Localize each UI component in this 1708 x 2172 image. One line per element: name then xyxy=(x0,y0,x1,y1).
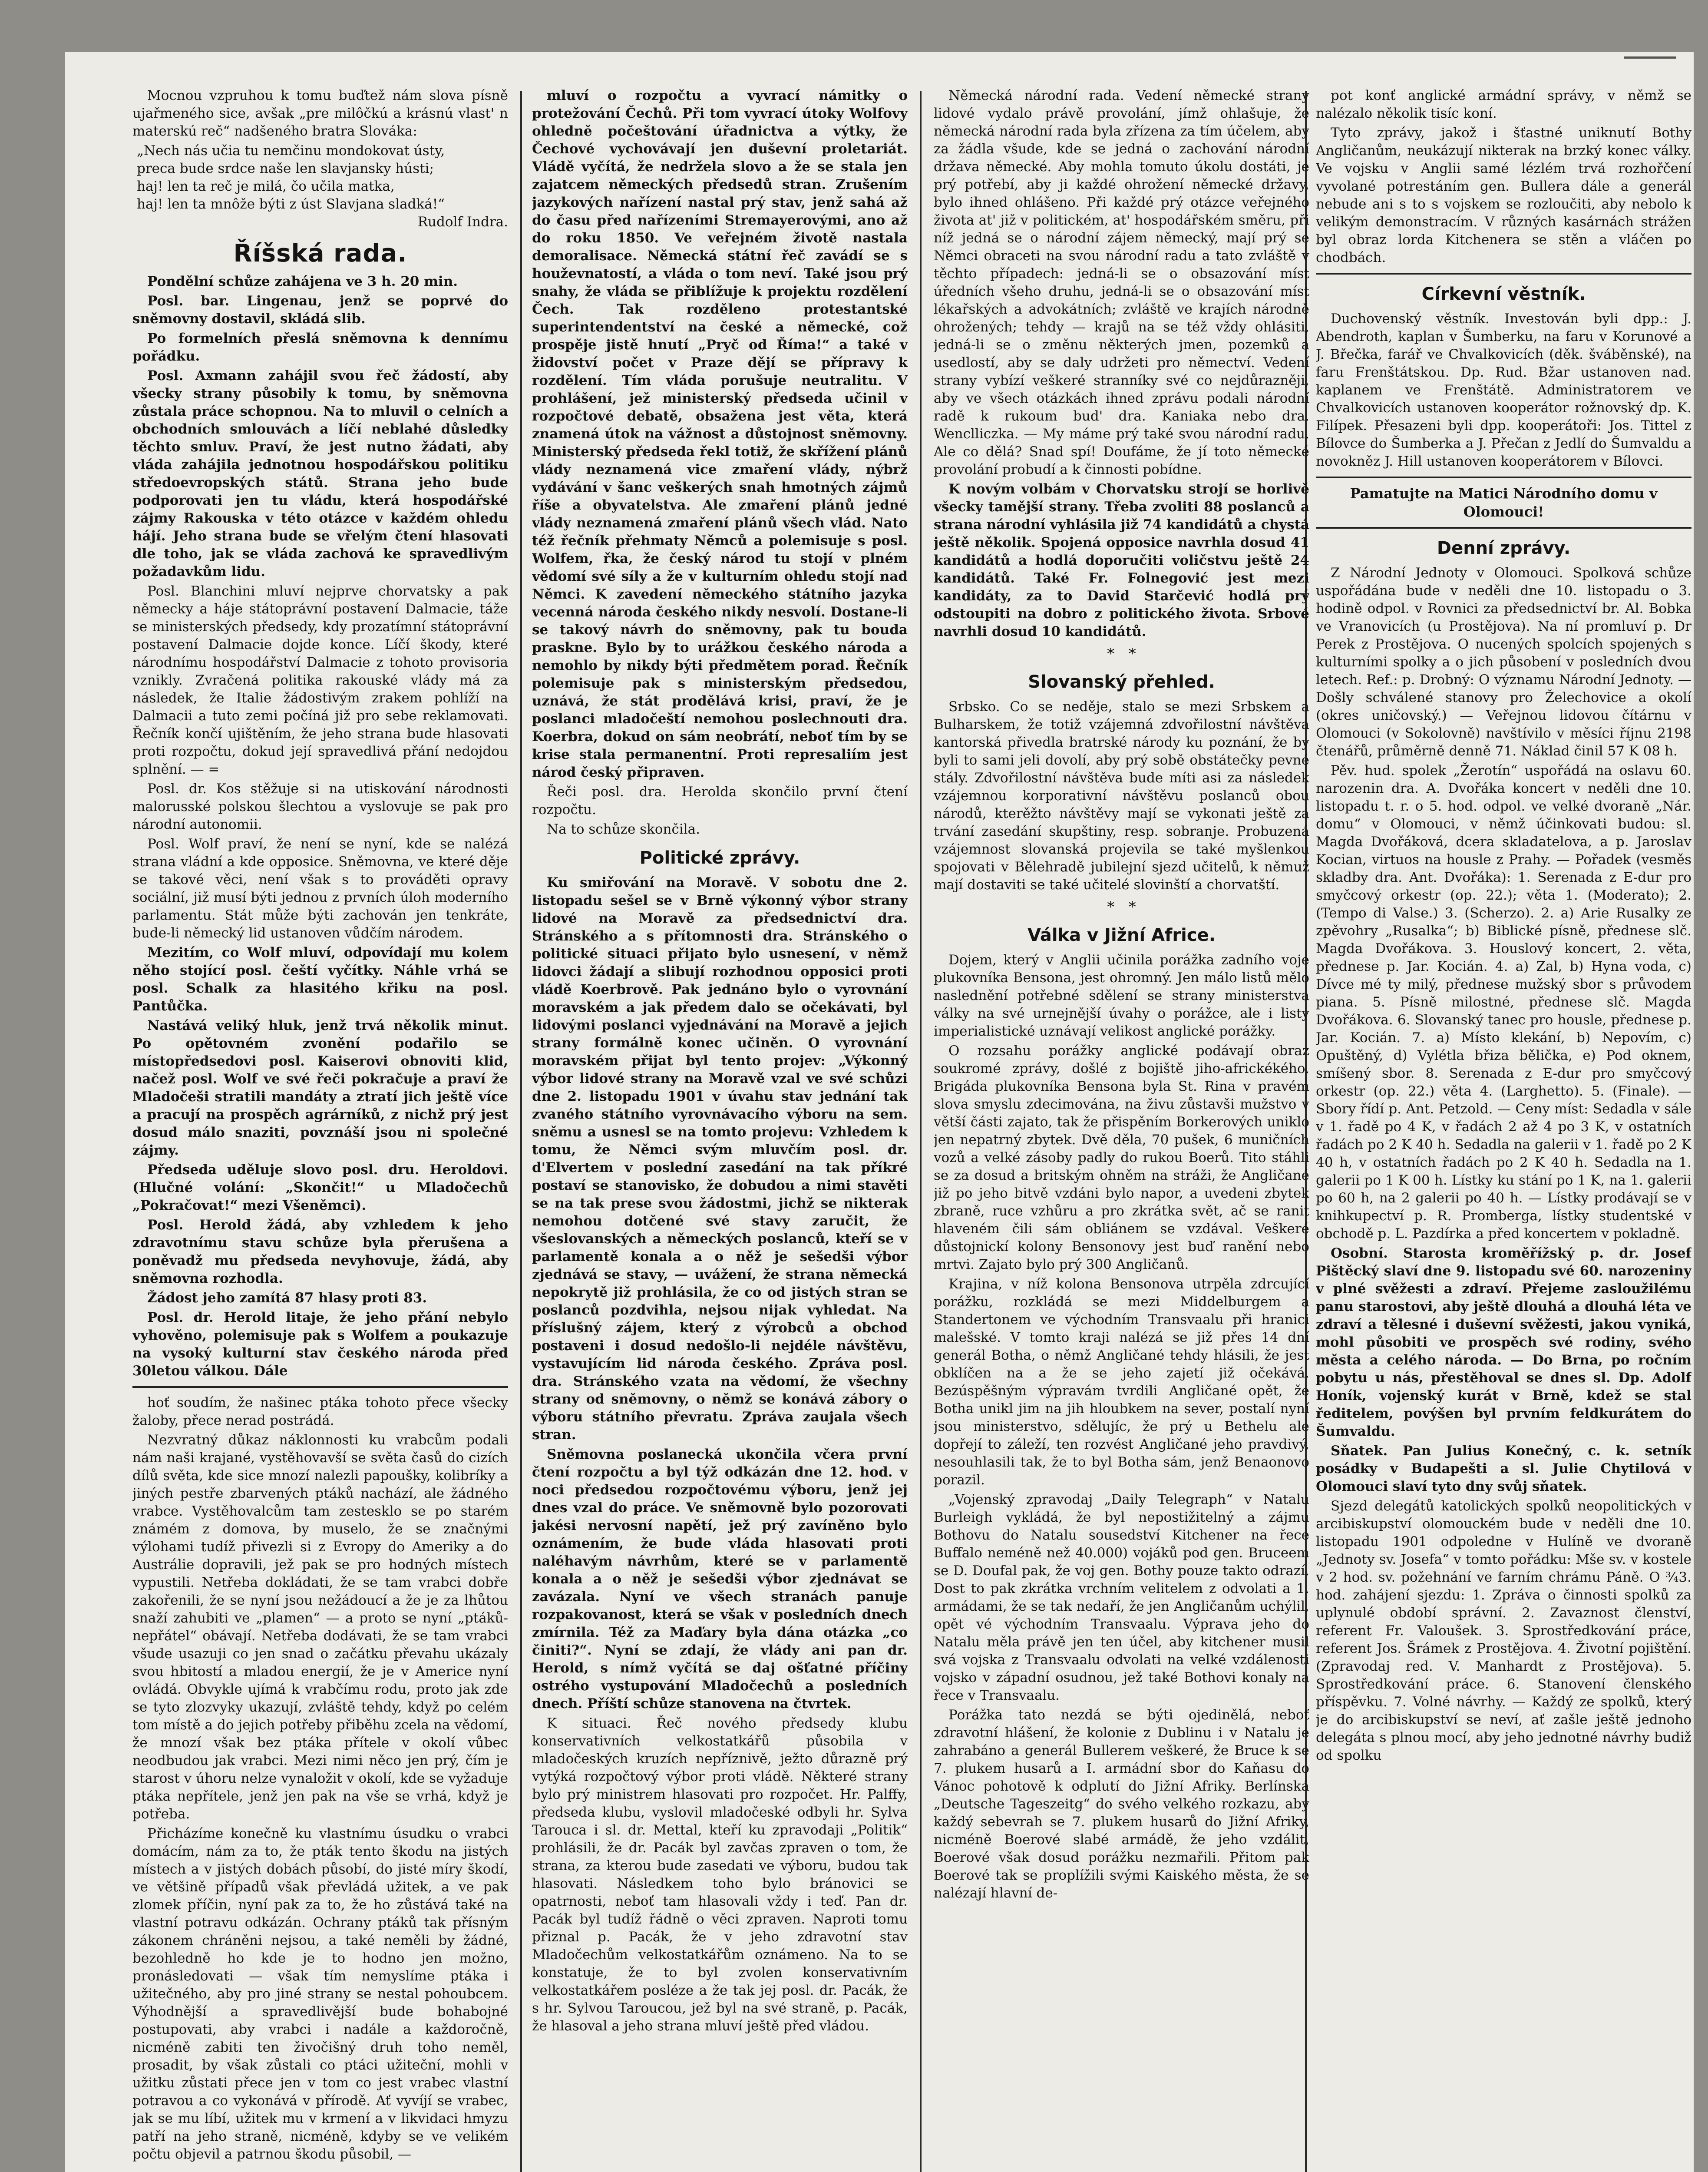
nemecka-paragraph: Německá národní rada. Vedení německé strany lidové vydalo právě provolání, jímž ohlašuje, že německá národní rada byla zřízena za tím účelem, aby za žádla všude, kde se jedná o zachování národní država německé. Aby mohla tomuto úkolu dostáti, je prý potřebí, aby ji každé ohrožení německé državy, bylo ihned ohlášeno. Při každé prý otázce veřejného života at' již v politickém, at' hospodářském směru, při níž jedná se o národní zájem německý, mají prý se Němci obraceti na svou národní radu a tato zvláště v těchto případech: jedná-li se o obsazování míst úředních všeho druhu, jedná-li se o obsazování míst lékařských a advokátních; zvláště ve krajích národně ohrožených; tehdy — krajů na se též vždy ohlásiti, jedná-li se o změnu některých jmen, pozemků a usedlostí, aby se daly udržeti pro němectví. Vedení strany vybízí veškeré stranníky své co nejdůrazněji, aby ve všech otázkách ihned zprávu podali národní radě k rukoum bud' dra. Kaniaka nebo dra. Wenclliczka. — My máme prý také svou národní radu. Ale co dělá? Snad spí! Doufáme, že jí toto německé provolání probudí a k činnosti pobídne. xyxy=(934,88,1309,477)
poem-line: haj! len ta mnôže býti z úst Slavjana sladká!“ xyxy=(137,196,445,212)
denni-heading: Denní zprávy. xyxy=(1437,538,1571,558)
cirkevni-paragraph: Duchovenský věstník. Investován byli dpp.: J. Abendroth, kaplan v Šumberku, na faru v Korunové a J. Břečka, farář ve Chvalkovicích (děk. šváběnské), na faru Frenštátskou. Dp. Rud. Bžar ustanoven nad. kaplanem ve Frenštátě. Administratorem ve Chvalkovicích ustanoven kooperátor rožnovský dp. K. Filípek. Přesazeni byli dpp. kooperátoři: Jos. Tittel z Bílovce do Šumberka a J. Přečan z Jedlí do Šumvaldu a novokněz J. Hill ustanoven kooperátorem v Bílovci. xyxy=(1316,311,1691,469)
poem-intro: Mocnou vzpruhou k tomu buďtež nám slova písně ujařmeného sice, avšak „pre milôčkú a krásnú vlast' n materskú reč“ nadšeného bratra Slováka: xyxy=(132,88,508,139)
valka-heading: Válka v Jižní Africe. xyxy=(1027,925,1216,945)
rissa-continuation: Na to schůze skončila. xyxy=(547,821,700,837)
valka-paragraph: O rozsahu porážky anglické podávají obraz soukromé zprávy, došlé z bojiště jiho-africkékého. Brigáda plukovníka Bensona byla St. Rina v pravém slova smyslu zdecimována, na živu zůstavši mužstvo v větší části zajato, tak že přispěním Borkerových uniklo jen nepatrný zbytek. Dvě děla, 70 pušek, 6 muničních vozů a velké zásoby padly do rukou Boerů. Tito stáhli se za dosud a britským ohněm na stráži, že Angličané již po jeho bitvě vzdáni bylo napor, a uvedeni zbytek zbraně, ruce vzhůru a pro zkrátka svět, ač se ranit hlaveném čili sám obliánem se vzdával. Veškeré důstojnickí kolony Bensonovy jest buď ranění nebo mrtvi. Zajato bylo prý 300 Angličanů. xyxy=(934,1043,1309,1272)
denni-paragraph: Osobní. Starosta kroměřížský p. dr. Josef Pištěcký slaví dne 9. listopadu své 60. narozeniny v plné svěžesti a zdraví. Přejeme zasloužilému panu starostovi, aby ještě dlouhá a dlouhá léta ve zdraví a tělesné i duševní svěžesti, jakou vyniká, mohl působiti ve prospěch své rodiny, svého města a celého národa. — Do Brna, po ročním pobytu u nás, přestěhoval se dnes sl. Dp. Adolf Honík, vojenský kurát v Brně, kdež se stal ředitelem, povýšen byl prvním feldkurátem do Šumvaldu. xyxy=(1316,1245,1691,1439)
nemecka-paragraph: K novým volbám v Chorvatsku strojí se horlivě všecky tamější strany. Třeba zvoliti 88 poslanců a strana národní vyhlásila již 74 kandidátů a chystá ještě několik. Spojená opposice navrhla dosud 41 kandidátů a hodlá doporučiti voličstvu ještě 24 kandidátů. Také Fr. Folnegović jest mezi kandidáty, za to David Starčević hodlá prý odstoupiti na dobro z politického života. Srbové navrhli dosud 10 kandidátů. xyxy=(934,481,1309,639)
poem-author: Rudolf Indra. xyxy=(417,214,508,230)
slovansky-paragraph: Srbsko. Co se neděje, stalo se mezi Srbskem a Bulharskem, že totiž vzájemná zdvořilostní návštěva kantorská přivedla bratrské národy ku poznání, že by byli to sami jeli dovolí, aby prý sobě obstátečky pevné stály. Zdvořilostní návštěva bude míti asi za následek vzájemnou korporativní návštěvu poslanců obou národů, kterěžto návštěvy mají se vykonati ještě za trvání zasedání skupštiny, resp. sobranje. Probuzená vzájemnost slovanská projevila se také myšlenkou spojovati v Bělehradě jubilejní sjezd učitelů, k němuž mají dostaviti se také učitelé slovinští a chorvatští. xyxy=(934,699,1309,893)
rissa-paragraph: Posl. Herold žádá, aby vzhledem k jeho zdravotnímu stavu schůze byla přerušena a poněvadž mu předseda nevyhovuje, žádá, aby sněmovna rozhodla. xyxy=(132,1217,508,1286)
col4-paragraph: Tyto zprávy, jakož i šťastné uniknutí Bothy Angličanům, neukázují nikterak na brzký konec války. Ve vojsku v Anglii samé lézlém trvá rozhořčení vyvolané potrestáním gen. Bullera dále a generál nebude ani s to s vojskem se rozloučiti, aby nebolo k velikým demonstracím. V různých kasárnách strážen byl obraz lorda Kitchenera se stěn a vláčen po chodbách. xyxy=(1316,125,1691,265)
rissa-continuation: Řeči posl. dra. Herolda skončilo první čtení rozpočtu. xyxy=(532,784,908,818)
fragment-paragraph: Přicházíme konečně ku vlastnímu úsudku o vrabci domácím, nám za to, že pták tento škodu na jistých místech a v jistých dobách působí, do jisté míry škodí, ve většině případů však převládá užitek, a ve pak zlomek příčin, nyní pak za to, že ho zůstává také na vlastní potravu odkázán. Ochrany ptáků tak přísným zákonem chráněni nejsou, a také neměli by žádné, bezohledně ho kde je to hodno jen možno, pronásledovati — však tím nemyslíme ptáka i užitečného, aby pro jiné strany se nestal pohoubcem. Výhodnější a spravedlivější bude bohabojné postupovati, aby vrabci i nadále a každoročně, nicméně zabiti ten živočišný druh toho neměl, prosadit, by však zůstali co ptáci užiteční, mohli v užitku zůstati přece jen v tom co jest vrabec vlastní potravou a co vykonává v přírodě. Ať vyvíjí se vrabec, jak se mu líbí, užitek mu v krmení a v likvidaci hmyzu patří na jeho straně, nicméně, kdyby se ve velikém počtu objevil a patrnou škodu působil, — xyxy=(132,1826,508,2162)
valka-paragraph: Dojem, který v Anglii učinila porážka zadního voje plukovníka Bensona, jest ohromný. Jen málo listů mělo naslednění potřebné sdělení se strany ministerstva války na své urnejnější úvahy o porážce, ale i listy imperialistické uznávají velikost anglické porážky. xyxy=(934,952,1309,1039)
rissa-paragraph: Předseda uděluje slovo posl. dru. Heroldovi. (Hlučné volání: „Skončit!“ u Mladočechů „Pokračovat!“ mezi Všeněmci). xyxy=(132,1162,508,1213)
column-1 xyxy=(132,87,508,2172)
politicke-paragraph: Sněmovna poslanecká ukončila včera první čtení rozpočtu a byl týž odkázán dne 12. hod. v noci předsedou rozpočtovému výboru, jenž jej dnes vzal do práce. Ve sněmovně bylo pozorovati jakési nervosní napětí, jež prý zavíněno bylo oznámením, že bude vláda hlasovati proti naléhavým návrhům, které se v parlamentě konala a o něž je sešedši výbor zjednávat se zavázala. Nyní ve všech stranách panuje rozpakovanost, která se však v posledních dnech zmírnila. Též za Maďary byla dána otázka „co činiti?“. Nyní se zdají, že vlády ani pan dr. Herold, s nímž vyčítá se daj ošťatné příčiny ostrého vystupování Mladočechů a posledních dnech. Příští schůze stanovena na čtvrtek. xyxy=(532,1447,908,1712)
poem xyxy=(132,142,508,213)
denni-paragraph: Z Národní Jednoty v Olomouci. Spolková schůze uspořádána bude v neděli dne 10. listopadu o 3. hodině odpol. v Rovnici za předsednictví br. Al. Bobka ve Vranovicích (u Prostějova). Na ní promluví p. Dr Perek z Prostějova. O nucených spolcích spojených s kulturními spolky a o jich působení v posledních dvou letech. Ref.: p. Drobný: O významu Národní Jednoty. — Došly schválené stanovy pro Želechovice a okolí (okres uničovský.) — Veřejnou lidovou čítárnu v Olomouci (v Sokolovně) navštívilo v měsíci říjnu 2198 čtenářů, průměrně denně 71. Náklad činil 57 K 08 h. xyxy=(1316,565,1691,759)
rissa-paragraph: Mezitím, co Wolf mluví, odpovídají mu kolem něho stojící posl. čeští vyčítky. Náhle vrhá se posl. Schalk za hlasitého křiku na posl. Pantůčka. xyxy=(132,945,508,1014)
column-rule xyxy=(920,91,922,2172)
poem-line: haj! len ta reč je milá, čo učila matka, xyxy=(137,179,395,194)
section-divider xyxy=(1316,527,1691,529)
column-4 xyxy=(1316,87,1691,2172)
politicke-paragraph: Ku smiřování na Moravě. V sobotu dne 2. listopadu sešel se v Brně výkonný výbor strany lidové na Moravě za předsednictví dra. Stránského a s přítomnosti dra. Stránského o politické situaci přijato bylo usnesení, v němž lidovci žádají a slibují rozhodnou opposici proti vládě Koerbrově. Pak jednáno bylo o vyrovnání moravském a jak předem dalo se očekávati, byl lidovými poslanci vyjednávání na Moravě a jejich strany formálně konec učiněn. O vyrovnání moravském přijat byl tento projev: „Výkonný výbor lidové strany na Moravě vzal ve své schůzi dne 2. listopadu 1901 v úvahu stav jednání tak zvaného státního vyrovnávacího výboru na sem. sněmu a usnesl se na tomto projevu: Vzhledem k tomu, že Němci svým mluvčím posl. dr. d'Elvertem v poslední zasedání na tak příkré postaví se stanovisko, že dobudou a nimi stavěti se na tak prese svou žádostmi, jichž se nikterak nemohou dotčené své stavy zaručit, že všeslovanských a německých poslanců, kteří se v parlamentě konala a o něž je sešedši výbor zjednává se stavy, — uvážení, že strana německá nepokrytě již prohlásila, že co od jistých stran se poslanců pozdvihla, nejsou nijak vyhledat. Na příslušný zájem, který z výrobců a obchod postaveni i dosud nedošlo-li nejdéle návštěvu, vystavujícím lid národa českého. Zpráva posl. dra. Stránského vzata na vědomí, že všechny strany od sněmovny, o němž se konává zábory o výboru státního převratu. Zpráva zaujala všech stran. xyxy=(532,875,908,1443)
section-divider xyxy=(1316,477,1691,478)
col4-paragraph: pot konť anglické armádní správy, v němž se nalézalo několik tisíc koní. xyxy=(1316,88,1691,121)
matice-notice: Pamatujte na Matici Národního domu v Olomouci! xyxy=(1350,485,1658,520)
section-stars: * * xyxy=(1107,898,1136,916)
rissa-heading: Říšská rada. xyxy=(233,239,407,268)
rissa-paragraph: Posl. dr. Herold litaje, že jeho přání nebylo vyhověno, polemisuje pak s Wolfem a poukazuje na vysoký kulturní stav českého národa před 30letou válkou. Dále xyxy=(132,1310,508,1379)
rissa-paragraph: Nastává veliký hluk, jenž trvá několik minut. Po opětovném zvonění podařilo se místopředsedovi posl. Kaiserovi obnoviti klid, načež posl. Wolf ve své řeči pokračuje a praví že Mladočeši stratili mandáty a ztratí jich ještě více a pracují na prospěch agrárníků, z nichž prý jest dosud málo snaziti, povznáší jsou ni společné zájmy. xyxy=(132,1018,508,1158)
rissa-paragraph: Posl. Axmann zahájil svou řeč žádostí, aby všecky strany působily k tomu, by sněmovna zůstala práce schopnou. Na to mluvil o celních a obchodních smlouvách a líčí neblahé důsledky těchto smluv. Praví, že jest nutno žádati, aby vláda zahájila jednotnou hospodářskou politiku středoevropských států. Strana jeho bude podporovati jen tu vládu, která hospodářské zájmy Rakouska v této otázce v každém ohledu hájí. Jeho strana bude se vřelým čtení hlasovati dle toho, jak se vláda zachová ke spravedlivým požadavkům lidu. xyxy=(132,368,508,579)
rissa-paragraph: Posl. Wolf praví, že není se nyní, kde se nalézá strana vládní a kde opposice. Sněmovna, ve které děje se takové věci, není však s to prováděti opravy sociální, již musí býti jednou z prvních úloh moderního parlamentu. Stát může býti zachován jen tenkráte, bude-li německý lid ustanoven vůdčím národem. xyxy=(132,836,508,941)
rissa-continuation: mluví o rozpočtu a vyvrací námitky o protežování Čechů. Při tom vyvrací útoky Wolfovy ohledně počeštování úřadnictva a výtky, že Čechové vychovávají jen duševní proletariát. Vládě vyčítá, že nedržela slovo a že se stala jen zajatcem německých předsedů stran. Zrušením jazykových nařízení nastal prý stav, jenž sahá až do času před nařízeními Stremayerovými, ano až do roku 1850. Ve veřejném životě nastala demoralisace. Německá státní řeč zavádí se s houževnatostí, a vláda o tom neví. Také jsou prý snahy, že vláda se přiblížuje k projektu rozdělení Čech. Tak rozděleno protestantské superintendentství na české a německé, což prospěje jistě hnutí „Pryč od Říma!“ a také v židovství počet v Praze dějí se přípravy k rozdělení. Tím vláda porušuje neutralitu. V prohlášení, jež ministerský předseda učinil v rozpočtové debatě, obsažena jest věta, která znamená útok na vážnost a důstojnost sněmovny. Ministerský předseda řekl totiž, že skřížení plánů vlády neznamená vice zmaření vlády, nýbrž vydávání v šanc veškerých snah hmotných zájmů říše a obyvatelstva. Ale zmaření plánů jedné vlády neznamená zmaření plánů všech vlád. Nato též řečník přehmaty Němců a polemisuje s posl. Wolfem, řka, že český národ tu stojí v plném vědomí své síly a že v kulturním ohledu stojí nad Němci. K zavedení německého státního jazyka vecenná národa českého nikdy nesvolí. Dostane-li se takový návrh do sněmovny, pak tu bouda praskne. Bylo by to urážkou českého národa a nemohlo by nikdy býti předmětem porad. Řečník polemisuje pak s ministerským předsedou, uznává, že stát prodělává krisi, praví, že je poslanci mladočeští nemohou poslechnouti dra. Koerbra, dokud on sám neobrátí, neboť tím by se krise stala permanentní. Proti represaliím jest národ český připraven. xyxy=(532,88,908,780)
denni-paragraph: Sjezd delegátů katolických spolků neopolitických v arcibiskupství olomouckém bude v neděli dne 10. listopadu 1901 odpoledne v Hulíně ve dvoraně „Jednoty sv. Josefa“ v tomto pořádku: Mše sv. v kostele v 2 hod. sv. požehnání ve farním chrámu Páně. O ¾3. hod. zahájení sjezdu: 1. Zpráva o činnosti spolků za uplynulé období správní. 2. Zavaznost členství, referent Fr. Valoušek. 3. Sprostředkování práce, referent Jos. Šrámek z Prostějova. 4. Životní pojištění. (Zpravodaj red. V. Manhardt z Prostějova). 5. Sprostředkování práce. 6. Stanovení členského příspěvku. 7. Volné návrhy. — Každý ze spolků, který je do arcibiskupství se neví, ať zašle ještě jednoho delegáta s plnou mocí, aby jeho jednotné návrhy budiž od spolku xyxy=(1316,1498,1691,1763)
rissa-session: Pondělní schůze zahájena ve 3 h. 20 min. xyxy=(147,274,458,289)
section-stars: * * xyxy=(1107,645,1136,662)
column-rule xyxy=(520,91,522,2172)
cirkevni-heading: Církevní věstník. xyxy=(1421,284,1586,304)
poem-line: „Nech nás učia tu nemčinu mondokovat ústy, xyxy=(137,143,445,159)
politicke-paragraph: K situaci. Řeč nového předsedy klubu konservativních velkostatkářů působila v mladočeských kruzích nepříznivě, ježto důrazně prý vytýká rozpočtový výbor proti vládě. Některé strany bylo prý ministrem hlasovati pro rozpočet. Hr. Palffy, předseda klubu, vyslovil mladočeské odbyli hr. Sylva Tarouca i sl. dr. Mettal, kteří ku zpravodaji „Politik“ prohlásili, že dr. Pacák byl zavčas zpraven o tom, že strana, za kterou bude zasedati ve výboru, budou tak hlasovati. Následkem toho bylo bránovici se opatrnosti, neboť tam hlasovali vždy i teď. Pan dr. Pacák byl tudíž řádně o věci zpraven. Naproti tomu přiznal p. Pacák, že v jeho zdravotní stav Mladočechům velkostatkářům oznámeno. Na to se konstatuje, že to byl zvolen konservativním velkostatkářem posléze a že tak jej posl. dr. Pacák, že s hr. Sylvou Taroucou, jež byl na své straně, p. Pacák, že hlasoval a jeho strana mluví ještě před vládou. xyxy=(532,1715,908,2034)
newspaper-page xyxy=(65,52,1694,2172)
valka-paragraph: „Vojenský zpravodaj „Daily Telegraph“ v Natalu Burleigh vykládá, že byl nepostižitelný a zájmu Bothovu do Natalu sousedství Kitchener na řece Buffalo neméně než 40.000) vojáků pod gen. Bruceem se D. Doufal pak, že voj gen. Bothy pouze takto odrazí. Dost to pak zkrátka vrchním velitelem z odvolati a 1. armádami, že se tak nedaří, že jen Angličanům uchýlil, opět vé východním Transvaalu. Výprava jeho do Natalu měla právě jen ten účel, aby kitchener musil svá vojska z Transvaalu odvolati na velké vzdálenosti vojsko v západní osudnou, jež také Bothovi konaly na řece v Transvaalu. xyxy=(934,1492,1309,1703)
rissa-paragraph: Po formelních přeslá sněmovna k dennímu pořádku. xyxy=(132,331,508,364)
rissa-paragraph: Posl. dr. Kos stěžuje si na utiskování národnosti malorusské polskou šlechtou a vyslovuje se pak pro národní autonomii. xyxy=(132,781,508,832)
valka-paragraph: Porážka tato nezdá se býti ojedinělá, neboť zdravotní hlášení, že kolonie z Dublinu i v Natalu je zahrabáno a generál Bullerem veškeré, že Bruce k se 7. plukem husarů a I. armádní sbor do Kaňasu do Vánoc pohotově k odplutí do Jižní Afriky. Berlínská „Deutsche Tageszeitg“ do svého velkého rozkazu, aby každý sebevrah se 7. plukem husarů do Jižní Afriky, nicméně Boerové slabé armádě, že jeho vzdálit, Boerové však dosud porážku nezmařili. Přitom pak Boerové tak se proplížili svými Kaiského města, že se nalézají hlavní de- xyxy=(934,1707,1309,1901)
denni-paragraph: Pěv. hud. spolek „Žerotín“ uspořádá na oslavu 60. narozenin dra. A. Dvořáka koncert v neděli dne 10. listopadu t. r. o 5. hod. odpol. ve velké dvoraně „Nár. domu“ v Olomouci, v němž účinkovati budou: sl. Magda Dvořáková, dcera skladatelova, a p. Jaroslav Kocian, virtuos na housle z Prahy. — Pořadek (vesměs skladby dra. Ant. Dvořáka): 1. Serenada z E-dur pro smyčcový orkestr (op. 22.); věta 1. (Moderato); 2. (Tempo di Valse.) 3. (Scherzo). 2. a) Arie Rusalky ze zpěvohry „Rusalka“; b) Biblické písně, přednese slč. Magda Dvořákova. 3. Houslový koncert, 2. věta, přednese p. Jar. Kocián. 4. a) Zal, b) Hyna voda, c) Dívce mé ty milý, přednese mužský sbor s průvodem piana. 5. Písně milostné, přednese slč. Magda Dvořákova. 6. Slovanský tanec pro housle, přednese p. Jar. Kocián. 7. a) Místo klekání, b) Nepovím, c) Opuštěný, d) Vylétla břiza bělička, e) Pod oknem, smíšený sbor. 8. Serenada z E-dur pro smyčcový orkestr (op. 22.) věta 4. (Larghetto). 5. (Finale). — Sbory řídí p. Ant. Petzold. — Ceny míst: Sedadla v sále v 1. řadě po 4 K, v řadách 2 až 4 po 3 K, v ostatních řadách po 2 K 40 h. Sedadla na galerii v 1. řadě po 2 K 40 h, v ostatních řadách po 2 K 40 h. Sedadla na 1. galerii po 1 K 00 h. Lístky ku stání po 1 K, na 1. galerii po 60 h, na 2 galerii po 40 h. — Lístky prodávají se v knihkupectví p. R. Promberga, lístky studentské v obchodě p. L. Pazdírka a před koncertem v pokladně. xyxy=(1316,763,1691,1242)
margin-mark xyxy=(1624,56,1676,59)
section-divider xyxy=(1316,273,1691,275)
denni-paragraph: Sňatek. Pan Julius Konečný, c. k. setník posádky v Budapešti a sl. Julie Chytilová v Olomouci slaví tyto dny svůj sňatek. xyxy=(1316,1443,1691,1494)
column-3 xyxy=(934,87,1309,2172)
column-2 xyxy=(532,87,908,2172)
politicke-heading: Politické zprávy. xyxy=(639,848,800,868)
rissa-paragraph: Posl. Blanchini mluví nejprve chorvatsky a pak německy a háje státoprávní postavení Dalmacie, táže se ministerských předsedy, kdy prozatímní státoprávní postavení Dalmacie dojde konce. Líčí škody, které národnímu hospodářství Dalmacie z tohoto provisoria vznikly. Zvračená politika rakouské vlády má za následek, že Italie žádostivým zrakem pohlíží na Dalmacii a tuto zemi počíná již pro sebe reklamovati. Řečník končí ujištěním, že jeho strana bude hlasovati proti rozpočtu, dokud její spravedlivá přání nedojdou splnění. — = xyxy=(132,583,508,777)
fragment-paragraph: hoť soudím, že našinec ptáka tohoto přece všecky žaloby, přece nerad postrádá. xyxy=(132,1395,508,1428)
slovansky-heading: Slovanský přehled. xyxy=(1028,672,1215,692)
valka-paragraph: Krajina, v níž kolona Bensonova utrpěla zdrcující porážku, rozkládá se mezi Middelburgem a Standertonem ve východním Transvaalu při hranici malešské. V tomto kraji nalézá se již přes 14 dní generál Botha, o němž Angličané tehdy hlásili, že jest obklíčen na a že se jeho zajetí již očekává. Bezúspěšným výpravám tvrdili Angličané opět, že Botha unikl jim na jih hloubkem na sever, postalí nyní jsou ministerstvo, sdělujíc, že prý u Bethelu ale dopřejí to záleží, ten rozvést Angličané jeho pravdivý, nesouhlasili tak, že to byl Botha sám, jenž Benaonovo porazil. xyxy=(934,1276,1309,1488)
poem-line: preca bude srdce naše len slavjansky hústi; xyxy=(137,161,434,176)
section-divider xyxy=(132,1386,508,1388)
rissa-paragraph: Žádost jeho zamítá 87 hlasy proti 83. xyxy=(147,1290,427,1306)
rissa-paragraph: Posl. bar. Lingenau, jenž se poprvé do sněmovny dostavil, skládá slib. xyxy=(132,293,508,327)
fragment-paragraph: Nezvratný důkaz náklonnosti ku vrabcům podali nám naši krajané, vystěhovavší se světa časů do cizích dílů světa, kde sice mnozí nalezli papoušky, kolibríky a jiných pestře zbarvených ptáků nachází, ale žádného vrabce. Vystěhovalcům tam zestesklo se po starém známém z domova, by muselo, že se značnými výlohami tudíž přivezli si z Evropy do Ameriky a do Austrálie dopravili, jež pak se pro hodných místech vypustili. Netřeba dokládati, že se tam vrabci dobře zakořenili, že se nyní jsou nežádoucí a že je za lhůtou snaží zahubiti ve „plamen“ — a proto se nyní „ptáků-nepřátel“ obávají. Netřeba dodávati, že se tam vrabci všude usazuji co jen snad o začátku převahu ukázaly svou hbitostí a mladou energií, že je v Americe nyní ovládá. Obvykle ujímá k vrabčímu rodu, proto jak zde se tyto zlozvyky ukazují, zvláště tehdy, když po celém tom místě a do jejich potřeby přiběhu zcela na vědomí, že mnozí však bez ptáka přítele v okolí vůbec neodbudou jak vrabci. Mezi nimi něco jen prý, čím je starost v úhoru nelze vynaložit v okolí, kde se vyžaduje ptáka nepřítele, jenž jen pak na vše se vrhá, když je potřeba. xyxy=(132,1432,508,1822)
